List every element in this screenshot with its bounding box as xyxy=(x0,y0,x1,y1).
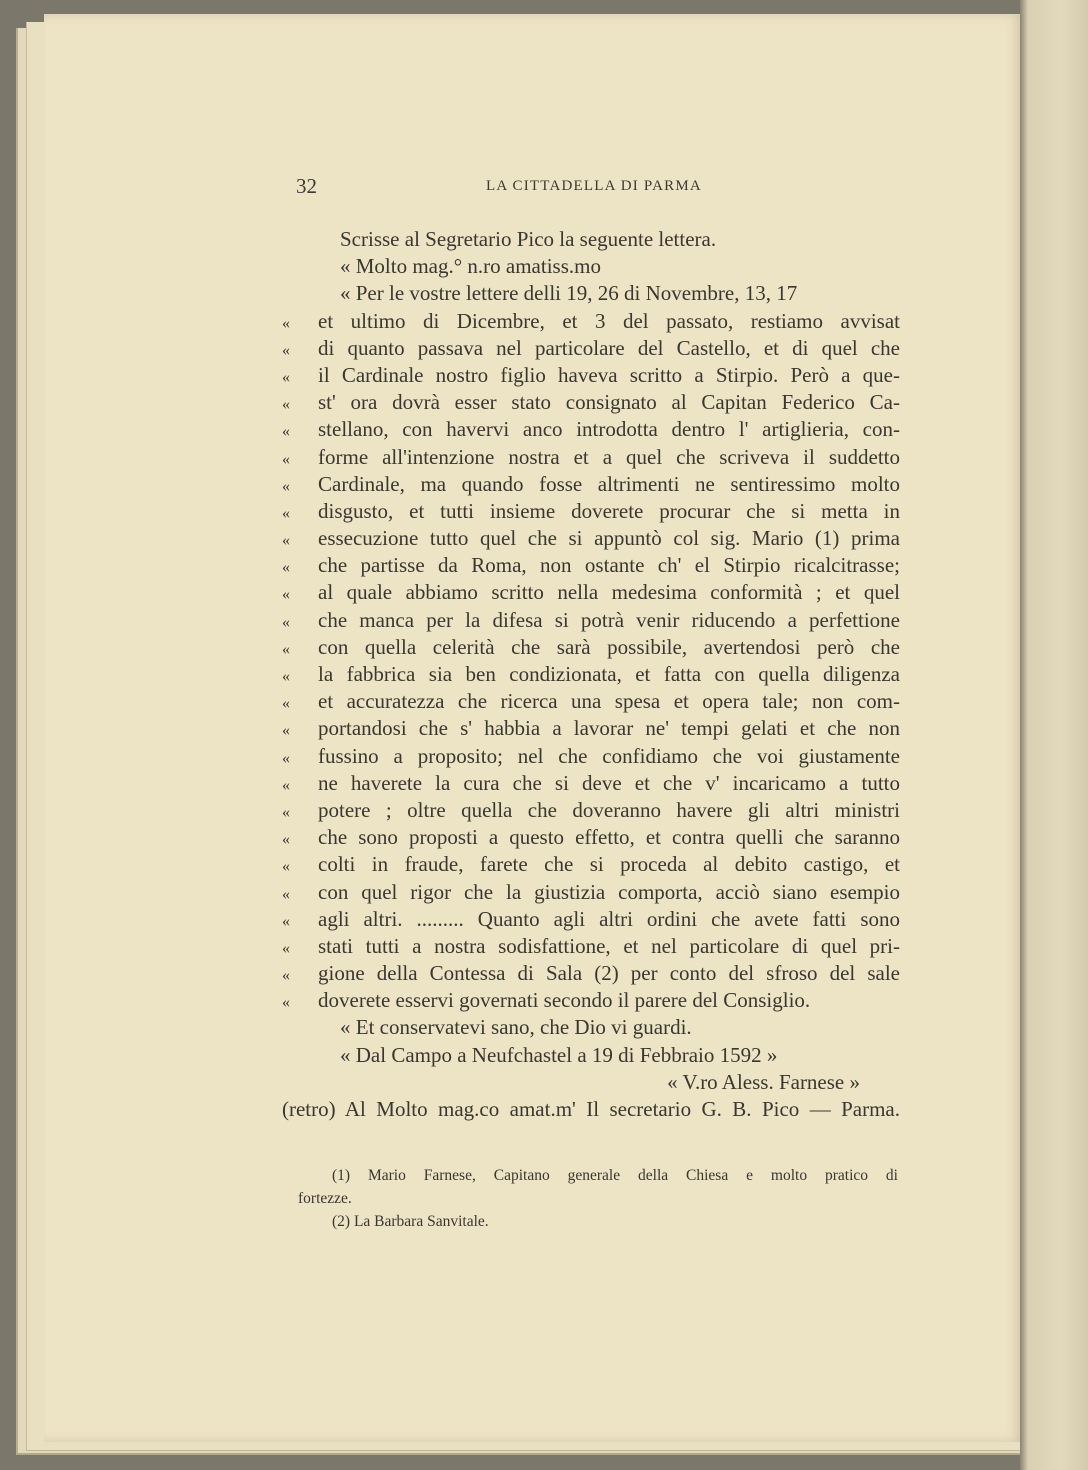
line-text: ne haverete la cura che si deve et che v' incaricamo a tutto xyxy=(318,770,900,795)
line-text: disgusto, et tutti insieme doverete procurar che si metta in xyxy=(318,498,900,523)
text-line: « Molto mag.° n.ro amatiss.mo xyxy=(340,254,601,279)
line-text: stellano, con havervi anco introdotta dentro l' artiglieria, con- xyxy=(318,417,900,442)
quote-mark: « xyxy=(282,314,290,332)
quote-mark: « xyxy=(282,967,290,985)
quote-mark: « xyxy=(282,559,290,577)
text-line xyxy=(282,579,900,606)
text-line xyxy=(282,933,900,960)
line-text: con quel rigor che la giustizia comporta, acciò siano esempio xyxy=(318,879,900,904)
signature-line: « V.ro Aless. Farnese » xyxy=(667,1069,860,1094)
line-text: gione della Contessa di Sala (2) per conto del sfroso del sale xyxy=(318,961,900,986)
page-header xyxy=(296,174,736,198)
line-text: portandosi che s' habbia a lavorar ne' tempi gelati et che non xyxy=(318,716,900,741)
quote-mark: « xyxy=(282,668,290,685)
text-line xyxy=(282,715,900,742)
text-line xyxy=(282,770,900,797)
page-number: 32 xyxy=(296,174,317,198)
text-line xyxy=(282,552,900,579)
text-line xyxy=(282,389,900,416)
text-line xyxy=(282,471,900,498)
quote-mark: « xyxy=(282,341,290,359)
line-text: st' ora dovrà esser stato consignato al Capitan Federico Ca- xyxy=(318,390,900,415)
letter-text xyxy=(282,226,900,1123)
quote-mark: « xyxy=(282,803,290,821)
line-text: potere ; oltre quella che doveranno havere gli altri ministri xyxy=(318,797,900,822)
text-line xyxy=(282,362,900,389)
line-text: et accuratezza che ricerca una spesa et opera tale; non com- xyxy=(318,689,900,714)
line-text: di quanto passava nel particolare del Castello, et di quel che xyxy=(318,335,900,360)
quote-mark: « xyxy=(282,939,290,957)
closing-line: « Et conservatevi sano, che Dio vi guardi. xyxy=(340,1015,692,1040)
line-text: colti in fraude, farete che si proceda al debito castigo, et xyxy=(318,852,900,877)
line-text: forme all'intenzione nostra et a quel che scriveva il suddetto xyxy=(318,444,900,469)
text-line xyxy=(282,308,900,335)
line-text: che sono proposti a questo effetto, et contra quelli che saranno xyxy=(318,825,900,850)
text-line xyxy=(282,525,900,552)
line-text: al quale abbiamo scritto nella medesima conformità ; et quel xyxy=(318,580,900,605)
text-line xyxy=(282,851,900,878)
text-line xyxy=(282,416,900,443)
quote-mark: « xyxy=(282,504,290,522)
line-text: stati tutti a nostra sodisfattione, et nel particolare di quel pri- xyxy=(318,933,900,958)
line-text: doverete esservi governati secondo il parere del Consiglio. xyxy=(318,988,811,1013)
text-line xyxy=(282,906,900,933)
quote-mark: « xyxy=(282,613,290,631)
line-text: et ultimo di Dicembre, et 3 del passato, restiamo avvisat xyxy=(318,308,900,333)
line-text: agli altri. ......... Quanto agli altri ordini che avete fatti sono xyxy=(318,906,900,931)
quote-mark: « xyxy=(282,994,290,1012)
quote-mark: « xyxy=(282,776,290,794)
line-text: fussino a proposito; nel che confidiamo che voi giustamente xyxy=(318,743,900,768)
footnote-2: (2) La Barbara Sanvitale. xyxy=(332,1213,489,1230)
text-line xyxy=(282,960,900,987)
quote-mark: « xyxy=(282,396,290,414)
line-text: Cardinale, ma quando fosse altrimenti ne sentiressimo molto xyxy=(318,471,900,496)
quote-mark: « xyxy=(282,368,290,386)
line-text: che manca per la difesa si potrà venir riducendo a perfettione xyxy=(318,607,900,632)
quote-mark: « xyxy=(282,423,290,441)
text-line xyxy=(282,879,900,906)
text-line xyxy=(282,607,900,634)
quote-mark: « xyxy=(282,477,290,495)
line-text: il Cardinale nostro figlio haveva scritto a Stirpio. Però a que- xyxy=(318,362,900,387)
line-text: la fabbrica sia ben condizionata, et fatta con quella diligenza xyxy=(318,662,900,686)
quote-mark: « xyxy=(282,450,290,468)
text-line: Scrisse al Segretario Pico la seguente lettera. xyxy=(340,227,717,251)
quote-mark: « xyxy=(282,885,290,903)
text-line xyxy=(282,688,900,715)
text-line xyxy=(282,335,900,362)
running-head: LA CITTADELLA DI PARMA xyxy=(486,178,702,194)
quote-mark: « xyxy=(282,532,290,550)
line-text: essecuzione tutto quel che si appuntò col sig. Mario (1) prima xyxy=(318,526,900,551)
quote-mark: « xyxy=(282,831,290,849)
footnote-1-continued: fortezze. xyxy=(298,1190,352,1207)
text-line xyxy=(282,743,900,770)
quote-mark: « xyxy=(282,586,290,604)
quote-mark: « xyxy=(282,858,290,876)
line-text: che partisse da Roma, non ostante ch' el Stirpio ricalcitrasse; xyxy=(318,553,900,578)
text-line xyxy=(282,797,900,824)
place-date-line: « Dal Campo a Neufchastel a 19 di Febbraio 1592 » xyxy=(340,1042,778,1067)
text-line xyxy=(282,634,900,661)
text-line xyxy=(282,661,900,688)
text-line xyxy=(282,987,900,1014)
text-line xyxy=(282,444,900,471)
address-line: (retro) Al Molto mag.co amat.m' Il secretario G. B. Pico — Parma. xyxy=(282,1097,900,1121)
quote-mark: « xyxy=(282,912,290,930)
quote-mark: « xyxy=(282,749,290,767)
text-line xyxy=(282,498,900,525)
quote-mark: « xyxy=(282,640,290,658)
footnote-1: (1) Mario Farnese, Capitano generale della Chiesa e molto pratico di xyxy=(332,1167,898,1184)
text-line: « Per le vostre lettere delli 19, 26 di Novembre, 13, 17 xyxy=(340,281,798,306)
quote-mark: « xyxy=(282,695,290,713)
text-line xyxy=(282,824,900,851)
footnotes xyxy=(298,1164,898,1233)
facing-page-edge xyxy=(1020,0,1088,1470)
quote-mark: « xyxy=(282,722,290,740)
line-text: con quella celerità che sarà possibile, avertendosi però che xyxy=(318,634,900,659)
